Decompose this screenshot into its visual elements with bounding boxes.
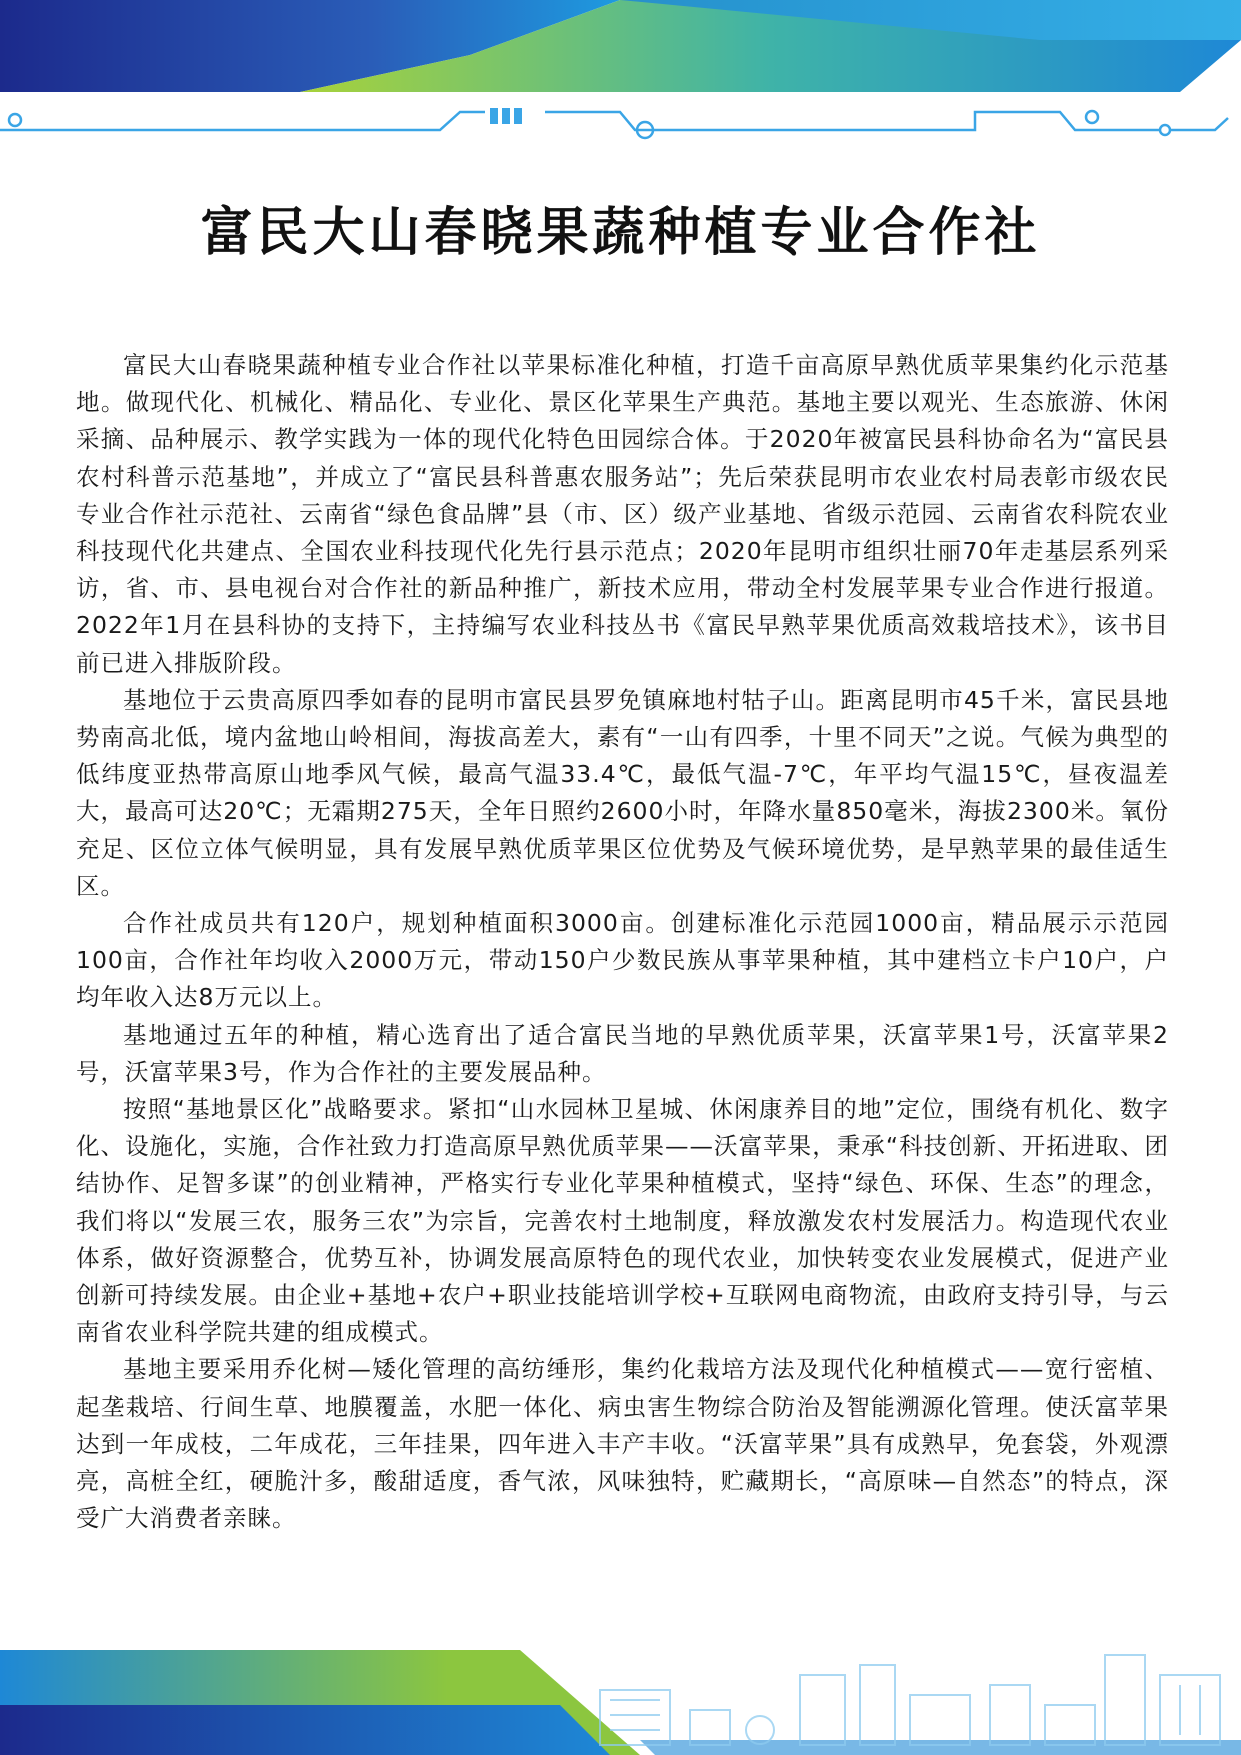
paragraph-varieties: 基地通过五年的种植，精心选育出了适合富民当地的早熟优质苹果，沃富苹果1号，沃富苹果2号，沃富苹果3号，作为合作社的主要发展品种。 (76, 1020, 1169, 1086)
paragraph-cultivation: 基地主要采用乔化树—矮化管理的高纺缍形，集约化栽培方法及现代化种植模式——宽行密植、起垄栽培、行间生草、地膜覆盖，水肥一体化、病虫害生物综合防治及智能溯源化管理。使沃富苹果达到一年成枝，二年成花，三年挂果，四年进入丰产丰收。“沃富苹果”具有成熟早，免套袋，外观漂亮，高桩全红，硬脆汁多，酸甜适度，香气浓，风味独特，贮藏期长，“高原味—自然态”的特点，深受广大消费者亲睐。 (76, 1355, 1169, 1533)
city-skyline (600, 1655, 1220, 1745)
paragraph-members: 合作社成员共有120户，规划种植面积3000亩。创建标准化示范园1000亩，精品展示示范园100亩，合作社年均收入2000万元，带动150户少数民族从事苹果种植，其中建档立卡户10户，户均年收入达8万元以上。 (76, 909, 1169, 1012)
footer-blue-band (0, 1705, 610, 1755)
paragraph-location: 基地位于云贵高原四季如春的昆明市富民县罗免镇麻地村牯子山。距离昆明市45千米，富民县地势南高北低，境内盆地山岭相间，海拔高差大，素有“一山有四季，十里不同天”之说。气候为典型的低纬度亚热带高原山地季风气候，最高气温33.4℃，最低气温-7℃，年平均气温15℃，昼夜温差大，最高可达20℃；无霜期275天，全年日照约2600小时，年降水量850毫米，海拔2300米。氧份充足、区位立体气候明显，具有发展早熟优质苹果区位优势及气候环境优势，是早熟苹果的最佳适生区。 (76, 685, 1169, 900)
paragraph-strategy: 按照“基地景区化”战略要求。紧扣“山水园林卫星城、休闲康养目的地”定位，围绕有机化、数字化、设施化，实施，合作社致力打造高原早熟优质苹果——沃富苹果，秉承“科技创新、开拓进取、团结协作、足智多谋”的创业精神，严格实行专业化苹果种植模式，坚持“绿色、环保、生态”的理念，我们将以“发展三农，服务三农”为宗旨，完善农村土地制度，释放激发农村发展活力。构造现代农业体系，做好资源整合，优势互补，协调发展高原特色的现代农业，加快转变农业发展模式，促进产业创新可持续发展。由企业+基地+农户+职业技能培训学校+互联网电商物流，由政府支持引导，与云南省农业科学院共建的组成模式。 (76, 1095, 1169, 1347)
page-title: 富民大山春晓果蔬种植专业合作社 (200, 203, 1041, 263)
circuit-chip (490, 108, 522, 124)
article-body (76, 347, 1169, 1538)
header-banner-decoration (0, 0, 1241, 150)
paragraph-intro: 富民大山春晓果蔬种植专业合作社以苹果标准化种植，打造千亩高原早熟优质苹果集约化示范基地。做现代化、机械化、精品化、专业化、景区化苹果生产典范。基地主要以观光、生态旅游、休闲采摘、品种展示、教学实践为一体的现代化特色田园综合体。于2020年被富民县科协命名为“富民县农村科普示范基地”，并成立了“富民县科普惠农服务站”；先后荣获昆明市农业农村局表彰市级农民专业合作社示范社、云南省“绿色食品牌”县（市、区）级产业基地、省级示范园、云南省农科院农业科技现代化共建点、全国农业科技现代化先行县示范点；2020年昆明市组织壮丽70年走基层系列采访，省、市、县电视台对合作社的新品种推广，新技术应用，带动全村发展苹果专业合作进行报道。2022年1月在县科协的支持下，主持编写农业科技丛书《富民早熟苹果优质高效栽培技术》，该书目前已进入排版阶段。 (76, 351, 1169, 677)
footer-banner-decoration (0, 1635, 1241, 1755)
circuit-lines (0, 111, 1228, 138)
